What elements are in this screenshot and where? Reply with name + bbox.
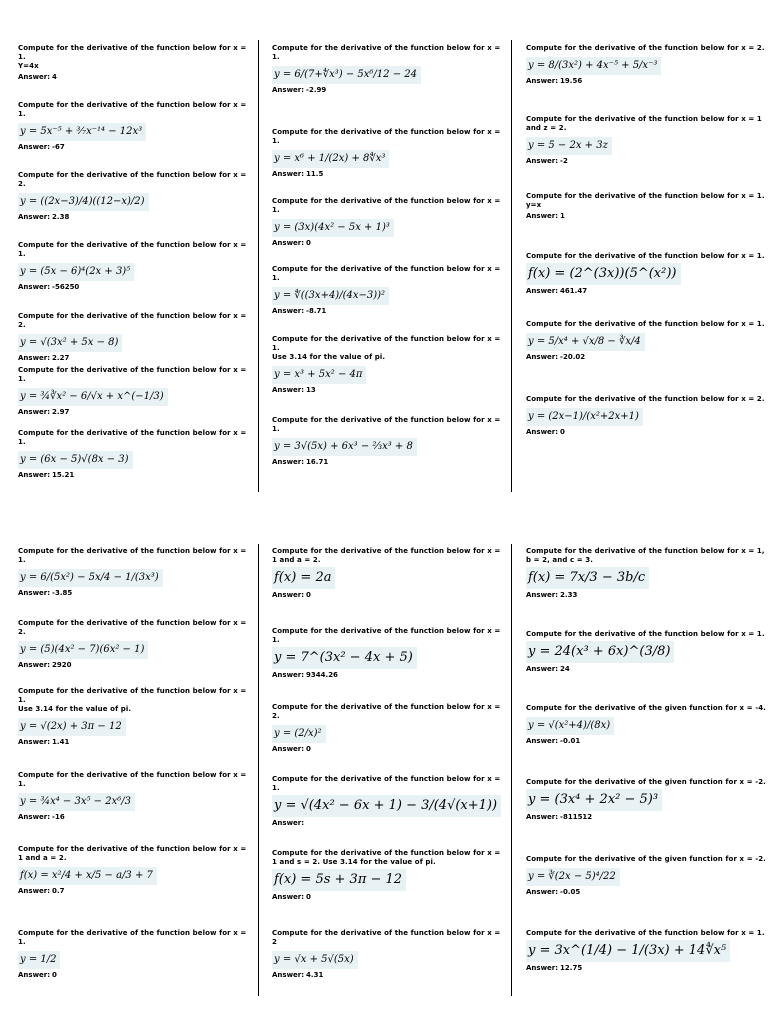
problem-formula: y = √(3x² + 5x − 8)	[18, 334, 122, 352]
problem-answer	[18, 886, 252, 896]
problem-question: Compute for the derivative of the function below for x = 2.	[272, 703, 501, 720]
problem-answer	[272, 457, 506, 467]
problem-answer	[526, 427, 768, 437]
problem-formula: y = 7^(3x² − 4x + 5)	[272, 647, 417, 669]
problem-question: Compute for the derivative of the function below for x = 1 and a = 2.	[272, 547, 501, 564]
problem-card	[18, 366, 252, 417]
answer-label: Answer:	[272, 745, 305, 753]
problem-question: Compute for the derivative of the function below for x = 1.	[18, 44, 247, 61]
answer-value: -2.99	[306, 86, 327, 94]
problem-answer	[526, 736, 768, 746]
problem-question: Compute for the derivative of the given function for x = -4.	[526, 704, 766, 712]
problem-formula: y = 24(x³ + 6x)^(3/8)	[526, 641, 674, 663]
problem-question: Compute for the derivative of the function below for x = 1.	[18, 101, 247, 118]
problem-formula: y = 6/(5x²) − 5x/4 − 1/(3x³)	[18, 569, 163, 587]
problem-question: Compute for the derivative of the function below for x = 1.	[18, 771, 247, 788]
problem-question: Compute for the derivative of the function below for x = 2.	[18, 619, 247, 636]
answer-label: Answer:	[18, 887, 51, 895]
problem-question: Compute for the derivative of the function below for x = 1.	[272, 627, 501, 644]
answer-label: Answer:	[272, 458, 305, 466]
problem-answer	[526, 352, 768, 362]
problem-answer	[272, 970, 506, 980]
answer-value: 2.97	[52, 408, 70, 416]
problem-question: Compute for the derivative of the function below for x = 1.	[272, 128, 501, 145]
answer-label: Answer:	[526, 287, 559, 295]
problem-answer	[526, 664, 768, 674]
problem-question: Compute for the derivative of the function below for x = 2.	[18, 312, 247, 329]
problem-answer	[272, 238, 506, 248]
answer-value: 2.33	[560, 591, 578, 599]
answer-label: Answer:	[272, 386, 305, 394]
problem-answer	[18, 212, 252, 222]
answer-value: -8.71	[306, 307, 327, 315]
answer-value: 0	[306, 745, 311, 753]
problem-question: Compute for the derivative of the function below for x = 1.	[272, 265, 501, 282]
answer-label: Answer:	[272, 893, 305, 901]
problem-answer	[18, 353, 252, 363]
problem-note: Y=4x	[18, 62, 39, 70]
problem-answer	[526, 156, 768, 166]
problem-question: Compute for the derivative of the function below for x = 1.	[272, 335, 501, 352]
problem-note: y=x	[526, 201, 542, 209]
answer-value: 0	[306, 591, 311, 599]
problem-answer	[272, 744, 506, 754]
problem-formula: y = x³ + 5x² − 4π	[272, 366, 366, 384]
answer-label: Answer:	[18, 813, 51, 821]
problem-card	[18, 619, 252, 670]
answer-value: 2920	[52, 661, 72, 669]
problem-question: Compute for the derivative of the function below for x = 1 and s = 2. Use 3.14 for the value of pi.	[272, 849, 501, 866]
answer-label: Answer:	[272, 307, 305, 315]
problem-answer	[18, 470, 252, 480]
problem-answer	[526, 963, 768, 973]
answer-label: Answer:	[272, 671, 305, 679]
answer-label: Answer:	[18, 143, 51, 151]
problem-card	[272, 44, 506, 95]
answer-value: -16	[52, 813, 65, 821]
problem-card	[272, 627, 506, 680]
problem-answer	[18, 812, 252, 822]
problem-formula: y = (3x)(4x² − 5x + 1)³	[272, 219, 394, 237]
problem-answer	[526, 887, 768, 897]
answer-label: Answer:	[18, 661, 51, 669]
answer-value: 24	[560, 665, 570, 673]
problem-question: Compute for the derivative of the function below for x = 2.	[18, 171, 247, 188]
problem-note: Use 3.14 for the value of pi.	[18, 705, 132, 713]
answer-value: -811512	[560, 813, 593, 821]
problem-card	[18, 171, 252, 222]
problem-card	[18, 101, 252, 152]
problem-card	[272, 128, 506, 179]
problem-card	[18, 687, 252, 747]
problem-card	[18, 312, 252, 363]
answer-value: 4	[52, 73, 57, 81]
problem-answer	[272, 590, 506, 600]
answer-label: Answer:	[526, 212, 559, 220]
problem-answer	[526, 76, 768, 86]
problem-card	[18, 547, 252, 598]
problem-card	[18, 929, 252, 980]
problem-formula: y = ¾x⁴ − 3x⁵ − 2x⁶/3	[18, 793, 135, 811]
answer-value: 15.21	[52, 471, 75, 479]
problem-formula: y = ∛(2x − 5)⁴/22	[526, 868, 620, 886]
answer-label: Answer:	[526, 665, 559, 673]
problem-question: Compute for the derivative of the function below for x = 1 and z = 2.	[526, 115, 762, 132]
problem-question: Compute for the derivative of the function below for x = 2	[272, 929, 501, 946]
problem-formula: y = √(4x² − 6x + 1) − 3/(4√(x+1))	[272, 795, 501, 817]
problem-formula: y = (3x⁴ + 2x² − 5)³	[526, 789, 662, 811]
problem-formula: y = ((2x−3)/4)((12−x)/2)	[18, 193, 149, 211]
answer-value: 4.31	[306, 971, 324, 979]
problem-formula: y = √x + 5√(5x)	[272, 951, 358, 969]
answer-value: 19.56	[560, 77, 583, 85]
answer-value: 0	[306, 239, 311, 247]
problem-card	[272, 335, 506, 395]
problem-answer	[18, 142, 252, 152]
problem-answer	[526, 211, 768, 221]
problem-card	[526, 252, 768, 296]
problem-card	[272, 849, 506, 902]
problem-card	[18, 429, 252, 480]
problem-answer	[272, 169, 506, 179]
answer-value: 0	[560, 428, 565, 436]
problem-answer	[18, 72, 252, 82]
problem-card	[272, 703, 506, 754]
answer-value: 13	[306, 386, 316, 394]
problem-question: Compute for the derivative of the function below for x = 1.	[18, 241, 247, 258]
problem-question: Compute for the derivative of the given function for x = -2.	[526, 855, 766, 863]
problem-card	[272, 929, 506, 980]
problem-note: Use 3.14 for the value of pi.	[272, 353, 386, 361]
answer-value: -67	[52, 143, 65, 151]
answer-label: Answer:	[18, 213, 51, 221]
answer-label: Answer:	[272, 819, 305, 827]
problem-card	[272, 775, 506, 828]
answer-label: Answer:	[526, 77, 559, 85]
problem-card	[526, 778, 768, 822]
problem-question: Compute for the derivative of the function below for x = 1.	[18, 687, 247, 704]
problem-card	[18, 845, 252, 896]
answer-value: -0.01	[560, 737, 581, 745]
answer-label: Answer:	[18, 408, 51, 416]
answer-label: Answer:	[526, 428, 559, 436]
problem-question: Compute for the derivative of the function below for x = 1.	[526, 252, 765, 260]
problem-question: Compute for the derivative of the function below for x = 1.	[272, 775, 501, 792]
answer-value: -56250	[52, 283, 80, 291]
problem-answer	[18, 660, 252, 670]
answer-value: 2.38	[52, 213, 70, 221]
problem-answer	[272, 385, 506, 395]
problem-formula: y = (2x−1)/(x²+2x+1)	[526, 408, 643, 426]
problem-formula: y = 1/2	[18, 951, 60, 969]
answer-label: Answer:	[526, 591, 559, 599]
answer-value: 0	[52, 971, 57, 979]
problem-answer	[18, 970, 252, 980]
problem-question: Compute for the derivative of the function below for x = 1.	[526, 630, 765, 638]
answer-label: Answer:	[526, 888, 559, 896]
problem-card	[272, 416, 506, 467]
answer-label: Answer:	[272, 971, 305, 979]
answer-value: 11.5	[306, 170, 324, 178]
problem-formula: y = (6x − 5)√(8x − 3)	[18, 451, 133, 469]
problem-answer	[18, 737, 252, 747]
problem-question: Compute for the derivative of the function below for x = 1.	[526, 192, 765, 200]
problem-question: Compute for the derivative of the function below for x = 2.	[526, 395, 765, 403]
answer-label: Answer:	[272, 239, 305, 247]
divider-top-2	[511, 40, 512, 492]
problem-formula: f(x) = 5s + 3π − 12	[272, 869, 406, 891]
answer-value: 0	[306, 893, 311, 901]
problem-question: Compute for the derivative of the function below for x = 1.	[272, 197, 501, 214]
problem-answer	[526, 286, 768, 296]
problem-question: Compute for the derivative of the function below for x = 1.	[18, 929, 247, 946]
problem-formula: y = ¾∛x² − 6/√x + x^(−1/3)	[18, 388, 168, 406]
problem-answer	[18, 282, 252, 292]
answer-value: 1.41	[52, 738, 70, 746]
problem-card	[526, 547, 768, 600]
problem-answer	[272, 670, 506, 680]
answer-value: 461.47	[560, 287, 588, 295]
problem-card	[526, 855, 768, 897]
answer-label: Answer:	[18, 73, 51, 81]
answer-label: Answer:	[18, 971, 51, 979]
problem-card	[526, 704, 768, 746]
problem-formula: y = x⁶ + 1/(2x) + 8∜x³	[272, 150, 389, 168]
problem-answer	[526, 812, 768, 822]
answer-label: Answer:	[526, 157, 559, 165]
answer-value: 0.7	[52, 887, 65, 895]
problem-answer	[272, 892, 506, 902]
answer-label: Answer:	[18, 589, 51, 597]
divider-top-1	[258, 40, 259, 492]
answer-value: 2.27	[52, 354, 70, 362]
problem-question: Compute for the derivative of the function below for x = 1.	[18, 366, 247, 383]
problem-formula: y = 5 − 2x + 3z	[526, 137, 612, 155]
answer-label: Answer:	[526, 353, 559, 361]
problem-question: Compute for the derivative of the function below for x = 1, b = 2, and c = 3.	[526, 547, 765, 564]
answer-label: Answer:	[18, 471, 51, 479]
answer-label: Answer:	[272, 170, 305, 178]
divider-bottom-2	[511, 544, 512, 996]
problem-question: Compute for the derivative of the function below for x = 2.	[526, 44, 765, 52]
problem-formula: y = (5x − 6)⁴(2x + 3)⁵	[18, 263, 134, 281]
answer-value: 9344.26	[306, 671, 338, 679]
divider-bottom-1	[258, 544, 259, 996]
problem-card	[526, 395, 768, 437]
answer-label: Answer:	[18, 283, 51, 291]
problem-question: Compute for the derivative of the function below for x = 1.	[18, 547, 247, 564]
problem-card	[18, 44, 252, 82]
problem-answer	[272, 818, 506, 828]
problem-answer	[526, 590, 768, 600]
answer-label: Answer:	[272, 591, 305, 599]
problem-answer	[272, 85, 506, 95]
problem-question: Compute for the derivative of the function below for x = 1.	[526, 929, 765, 937]
problem-question: Compute for the derivative of the function below for x = 1 and a = 2.	[18, 845, 247, 862]
problem-question: Compute for the derivative of the function below for x = 1.	[526, 320, 765, 328]
problem-card	[526, 115, 768, 166]
problem-formula: y = √(2x) + 3π − 12	[18, 718, 126, 736]
problem-formula: y = 3√(5x) + 6x³ − ⅔x³ + 8	[272, 438, 417, 456]
answer-label: Answer:	[18, 354, 51, 362]
problem-question: Compute for the derivative of the given function for x = -2.	[526, 778, 766, 786]
answer-value: 1	[560, 212, 565, 220]
problem-formula: y = 3x^(1/4) − 1/(3x) + 14∜x⁵	[526, 940, 730, 962]
problem-formula: y = 5x⁻⁵ + ³⁄₇x⁻¹⁴ − 12x³	[18, 123, 146, 141]
problem-formula: f(x) = (2^(3x))(5^(x²))	[526, 263, 681, 285]
answer-label: Answer:	[272, 86, 305, 94]
problem-question: Compute for the derivative of the function below for x = 1.	[18, 429, 247, 446]
problem-formula: y = 5/x⁴ + √x/8 − ∛x/4	[526, 333, 645, 351]
problem-card	[526, 320, 768, 362]
answer-label: Answer:	[18, 738, 51, 746]
problem-formula: y = ∜((3x+4)/(4x−3))²	[272, 287, 389, 305]
problem-answer	[18, 588, 252, 598]
answer-value: -20.02	[560, 353, 586, 361]
problem-formula: y = 6/(7+∜x³) − 5x⁶/12 − 24	[272, 66, 421, 84]
problem-answer	[272, 306, 506, 316]
problem-formula: y = (2/x)²	[272, 725, 326, 743]
answer-label: Answer:	[526, 813, 559, 821]
problem-formula: y = √(x²+4)/(8x)	[526, 717, 614, 735]
problem-card	[18, 241, 252, 292]
problem-card	[526, 929, 768, 973]
problem-card	[526, 44, 768, 86]
problem-question: Compute for the derivative of the function below for x = 1.	[272, 416, 501, 433]
problem-card	[526, 630, 768, 674]
answer-label: Answer:	[526, 737, 559, 745]
answer-label: Answer:	[526, 964, 559, 972]
problem-answer	[18, 407, 252, 417]
problem-card	[272, 265, 506, 316]
problem-question: Compute for the derivative of the function below for x = 1.	[272, 44, 501, 61]
problem-formula: y = (5)(4x² − 7)(6x² − 1)	[18, 641, 148, 659]
problem-card	[272, 197, 506, 248]
answer-value: 12.75	[560, 964, 583, 972]
problem-formula: f(x) = 2a	[272, 567, 335, 589]
answer-value: -3.85	[52, 589, 73, 597]
problem-formula: y = 8/(3x²) + 4x⁻⁵ + 5/x⁻³	[526, 57, 661, 75]
answer-value: -0.05	[560, 888, 581, 896]
problem-card	[18, 771, 252, 822]
problem-card	[272, 547, 506, 600]
problem-formula: f(x) = x²/4 + x/5 − a/3 + 7	[18, 867, 157, 885]
problem-formula: f(x) = 7x/3 − 3b/c	[526, 567, 649, 589]
answer-value: 16.71	[306, 458, 329, 466]
answer-value: -2	[560, 157, 568, 165]
problem-card	[526, 192, 768, 221]
